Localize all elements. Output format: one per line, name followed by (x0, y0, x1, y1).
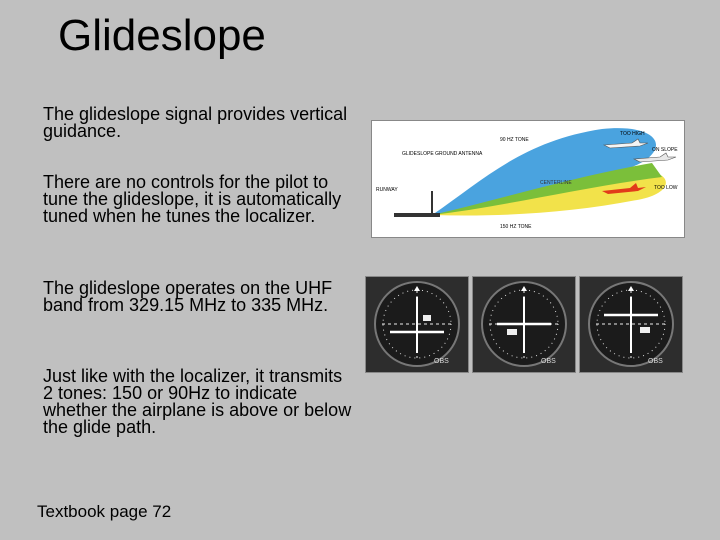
obs-label: OBS (648, 358, 663, 365)
label-90hz: 90 HZ TONE (500, 137, 529, 143)
paragraph-no-controls: There are no controls for the pilot to tune the glideslope, it is automatically tuned when he tunes the localizer. (43, 172, 342, 226)
glideslope-diagram (372, 121, 684, 237)
textbook-reference: Textbook page 72 (37, 502, 172, 521)
obs-label: OBS (541, 358, 556, 365)
label-150hz: 150 HZ TONE (500, 224, 532, 230)
label-on-slope: ON SLOPE (652, 147, 678, 153)
label-centerline: CENTERLINE (540, 180, 572, 186)
instrument-too-high (365, 276, 469, 373)
paragraph-vertical-guidance: The glideslope signal provides vertical guidance. (43, 104, 348, 141)
label-too-high: TOO HIGH (620, 131, 645, 137)
instrument-too-low (579, 276, 683, 373)
label-antenna: GLIDESLOPE GROUND ANTENNA (402, 151, 483, 157)
label-too-low: TOO LOW (654, 185, 678, 191)
paragraph-two-tones: Just like with the localizer, it transmits 2 tones: 150 or 90Hz to indicate whether the airplane is above or below the glide path. (43, 366, 352, 437)
runway-bar (394, 213, 440, 217)
slide-title: Glideslope (58, 11, 266, 60)
instrument-on-slope (472, 276, 576, 373)
paragraph-uhf-band: The glideslope operates on the UHF band from 329.15 MHz to 335 MHz. (43, 278, 333, 315)
obs-label: OBS (434, 358, 449, 365)
label-runway: RUNWAY (376, 187, 398, 193)
